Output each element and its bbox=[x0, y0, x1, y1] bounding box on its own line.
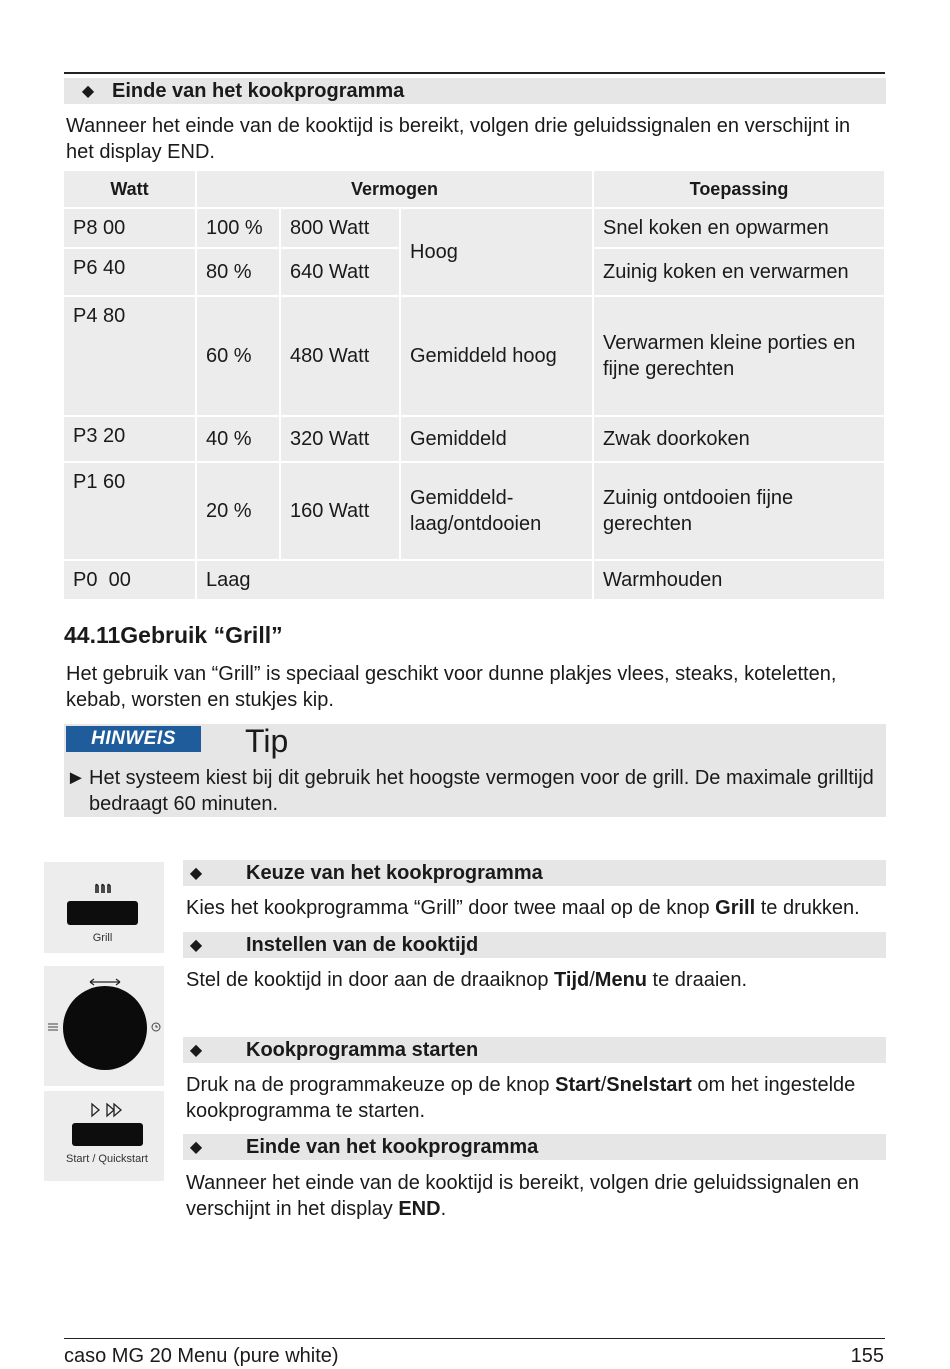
table-header-row bbox=[64, 171, 886, 209]
footer-title: caso MG 20 Menu (pure white) bbox=[64, 1345, 339, 1367]
start-button-panel bbox=[44, 1091, 164, 1181]
section-title: Einde van het kookprogramma bbox=[112, 79, 405, 102]
cell-use: Zwak doorkoken bbox=[594, 417, 886, 463]
cell-watt: 640 Watt bbox=[281, 249, 401, 297]
hinweis-text: Het systeem kiest bij dit gebruik het hoogste vermogen voor de grill. De maximale grilltijd bedraagt 60 minuten. bbox=[89, 767, 874, 815]
menu-list-icon bbox=[48, 1024, 58, 1030]
diamond-bullet-icon: ◆ bbox=[189, 865, 203, 882]
cell-level: Gemiddeld bbox=[401, 417, 594, 463]
cell-watt: 480 Watt bbox=[281, 297, 401, 417]
cell-level: Laag bbox=[197, 561, 594, 601]
header-watt: Watt bbox=[64, 171, 197, 209]
step-text: Stel de kooktijd in door aan de draaiknop Tijd/Menu te draaien. bbox=[186, 969, 748, 991]
step-text: Kies het kookprogramma “Grill” door twee maal op de knop Grill te drukken. bbox=[186, 897, 860, 919]
step-title: Keuze van het kookprogramma bbox=[246, 861, 543, 884]
cell-code: P8 00 bbox=[64, 209, 197, 249]
tip-title: Tip bbox=[245, 723, 289, 759]
cell-percent: 40 % bbox=[197, 417, 281, 463]
grill-intro: Het gebruik van “Grill” is speciaal geschikt voor dunne plakjes vlees, steaks, koteletten, kebab, worsten en stukjes kip. bbox=[66, 663, 837, 711]
play-fastforward-icons bbox=[90, 1102, 124, 1118]
cell-watt: 800 Watt bbox=[281, 209, 401, 249]
time-menu-knob[interactable] bbox=[63, 986, 147, 1070]
cell-code: P4 80 bbox=[64, 297, 197, 417]
step-title: Einde van het kookprogramma bbox=[246, 1135, 539, 1158]
grill-icon bbox=[94, 882, 112, 894]
step-text: Druk na de programmakeuze op de knop Start/Snelstart om het ingestelde kookprogramma te starten. bbox=[186, 1074, 856, 1122]
section-heading-grill: 44.11Gebruik “Grill” bbox=[64, 622, 283, 648]
diamond-bullet-icon: ◆ bbox=[189, 1042, 203, 1059]
cell-use: Verwarmen kleine porties en fijne gerechten bbox=[594, 297, 886, 417]
step-title: Instellen van de kooktijd bbox=[246, 933, 479, 956]
cell-percent: 20 % bbox=[197, 463, 281, 561]
cell-use: Zuinig koken en verwarmen bbox=[594, 249, 886, 297]
grill-label: Grill bbox=[92, 932, 113, 944]
clock-icon bbox=[152, 1023, 160, 1031]
cell-level: Gemiddeld-laag/ontdooien bbox=[401, 463, 594, 561]
cell-code: P6 40 bbox=[64, 249, 197, 297]
cell-use: Snel koken en opwarmen bbox=[594, 209, 886, 249]
diamond-bullet-icon: ◆ bbox=[189, 1139, 203, 1156]
cell-code: P0 00 bbox=[64, 561, 197, 601]
cell-watt: 160 Watt bbox=[281, 463, 401, 561]
page-number: 155 bbox=[850, 1345, 884, 1367]
cell-level: Gemiddeld hoog bbox=[401, 297, 594, 417]
top-rule bbox=[64, 72, 885, 74]
start-quickstart-button[interactable] bbox=[72, 1123, 143, 1146]
cell-watt: 320 Watt bbox=[281, 417, 401, 463]
cell-use: Zuinig ontdooien fijne gerechten bbox=[594, 463, 886, 561]
fast-forward-icon bbox=[107, 1104, 121, 1116]
step-title: Kookprogramma starten bbox=[246, 1038, 479, 1061]
header-toepassing: Toepassing bbox=[594, 171, 886, 209]
table-row bbox=[64, 297, 886, 417]
cell-use: Warmhouden bbox=[594, 561, 886, 601]
step-text: Wanneer het einde van de kooktijd is bereikt, volgen drie geluidssignalen en verschijnt in het display END. bbox=[186, 1172, 860, 1220]
arrow-bullet-icon: ► bbox=[66, 767, 86, 789]
table-row bbox=[64, 561, 886, 601]
grill-button-panel bbox=[44, 862, 164, 953]
hinweis-badge: HINWEIS bbox=[66, 726, 201, 752]
step-bar bbox=[183, 1037, 886, 1063]
table-row bbox=[64, 209, 886, 249]
start-label: Start / Quickstart bbox=[66, 1153, 148, 1165]
header-vermogen: Vermogen bbox=[197, 171, 594, 209]
cell-percent: 100 % bbox=[197, 209, 281, 249]
play-icon bbox=[92, 1104, 99, 1116]
cell-code: P3 20 bbox=[64, 417, 197, 463]
table-row bbox=[64, 417, 886, 463]
time-menu-knob-panel bbox=[44, 966, 164, 1086]
section-paragraph: Wanneer het einde van de kooktijd is bereikt, volgen drie geluidssignalen en verschijnt in het display END. bbox=[66, 115, 851, 163]
step-bar bbox=[183, 932, 886, 958]
diamond-bullet-icon: ◆ bbox=[81, 83, 95, 100]
cell-percent: 80 % bbox=[197, 249, 281, 297]
cell-code: P1 60 bbox=[64, 463, 197, 561]
grill-button[interactable] bbox=[67, 901, 138, 925]
footer-rule bbox=[64, 1338, 885, 1339]
step-bar bbox=[183, 1134, 886, 1160]
cell-level: Hoog bbox=[401, 209, 594, 297]
diamond-bullet-icon: ◆ bbox=[189, 937, 203, 954]
table-row bbox=[64, 463, 886, 561]
cell-percent: 60 % bbox=[197, 297, 281, 417]
step-bar bbox=[183, 860, 886, 886]
power-table bbox=[64, 171, 886, 601]
section-bar-end-program bbox=[64, 78, 886, 104]
